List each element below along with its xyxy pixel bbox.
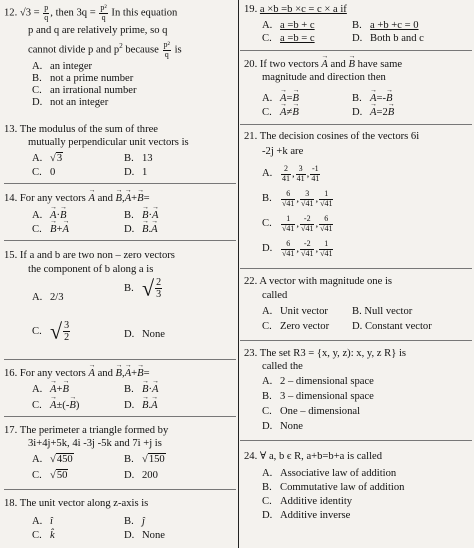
q16-option-b[interactable]: B.→ B·→ A bbox=[124, 384, 159, 396]
question-12-line-1 bbox=[4, 4, 177, 22]
question-21-line-2: -2j +k are bbox=[262, 146, 304, 157]
question-15-line-2: the component of b along a is bbox=[28, 264, 154, 275]
question-23-line-1: 23. The set R3 = {x, y, z): x, y, z R} is bbox=[244, 348, 407, 359]
separator-13 bbox=[4, 183, 236, 184]
q19-option-b[interactable]: B. a +b +c = 0 bbox=[352, 20, 419, 31]
q12-sqrt3: √3 = bbox=[19, 7, 43, 19]
separator-20 bbox=[240, 124, 472, 125]
question-17-line-1: 17. The perimeter a triangle formed by bbox=[4, 425, 169, 436]
q15-option-a[interactable]: A. 2/3 bbox=[32, 292, 64, 303]
question-22-line-1: 22. A vector with magnitude one is bbox=[244, 276, 393, 287]
q12-then: , then 3q = bbox=[50, 7, 99, 19]
q18-option-b[interactable]: B. ĵ bbox=[124, 516, 145, 527]
question-24-line-1: 24. ∀ a, b є R, a+b=b+a is called bbox=[244, 451, 383, 462]
separator-19 bbox=[240, 50, 472, 51]
q22-option-b[interactable]: B. Null vector bbox=[352, 306, 413, 317]
q13-option-b[interactable]: B. 13 bbox=[124, 153, 153, 164]
q17-option-a[interactable]: A. √450 bbox=[32, 454, 73, 465]
q16-option-c[interactable]: C.→ A±(-→ B) bbox=[32, 400, 79, 412]
q21-option-a[interactable]: A. $\frac{2}{41}$ , $\frac{3}{41}$ , $\frac{-1}{41}$ bbox=[262, 164, 320, 183]
q16-option-a[interactable]: A.→ A+→ B bbox=[32, 384, 69, 396]
question-17-line-2: 3i+4j+5k, 4i -3j -5k and 7i +j is bbox=[28, 438, 162, 449]
q24-option-c[interactable]: C. Additive identity bbox=[262, 496, 353, 507]
q13-option-d[interactable]: D. 1 bbox=[124, 167, 148, 178]
q19-option-a[interactable]: A. a =b + c bbox=[262, 20, 315, 31]
question-16-line-1: 16. For any vectors → A and → B,→ A+→ B= bbox=[4, 368, 150, 381]
q15-option-b[interactable]: B. √ $\frac{2}{3}$ bbox=[124, 275, 162, 301]
question-18-line-1: 18. The unit vector along z-axis is bbox=[4, 498, 149, 509]
q14-option-b[interactable]: B.→ B·→ A bbox=[124, 210, 159, 222]
q14-option-d[interactable]: D.→ B.→ A bbox=[124, 224, 158, 236]
q14-option-a[interactable]: A.→ A·→ B bbox=[32, 210, 67, 222]
q12-fraction-p2-q: $\frac{\text{p²}}{q}$ bbox=[100, 3, 107, 22]
question-13-line-2: mutually perpendicular unit vectors is bbox=[28, 137, 189, 148]
question-23-line-2: called the bbox=[262, 361, 303, 372]
q20-option-d[interactable]: D.→ A=2→ B bbox=[352, 107, 394, 119]
q22-option-c[interactable]: C. Zero vector bbox=[262, 321, 330, 332]
question-12-line-3: cannot divide p and $p^2$ because $\frac{\text{p²}}{q}$ is bbox=[28, 40, 182, 59]
q12-option-a[interactable]: A. an integer bbox=[32, 61, 93, 72]
separator-15 bbox=[4, 359, 236, 360]
question-22-line-2: called bbox=[262, 290, 288, 301]
q17-option-c[interactable]: C. √50 bbox=[32, 470, 68, 481]
q23-option-a[interactable]: A. 2 – dimensional space bbox=[262, 376, 374, 387]
separator-14 bbox=[4, 240, 236, 241]
question-14-line-1: 14. For any vectors → A and → B,→ A+→ B= bbox=[4, 193, 150, 206]
separator-22 bbox=[240, 340, 472, 341]
q13-option-a[interactable]: A. √3 bbox=[32, 153, 63, 164]
question-20-line-1: 20. If two vectors → A and → B have same bbox=[244, 59, 402, 72]
question-15-line-1: 15. If a and b are two non – zero vectors bbox=[4, 250, 175, 261]
q23-option-b[interactable]: B. 3 – dimensional space bbox=[262, 391, 374, 402]
q18-option-d[interactable]: D. None bbox=[124, 530, 165, 541]
question-13-line-1: 13. The modulus of the sum of three bbox=[4, 124, 158, 135]
question-20-line-2: magnitude and direction then bbox=[262, 72, 386, 83]
q19-option-d[interactable]: D. Both b and c bbox=[352, 33, 424, 44]
q22-option-d[interactable]: D. Constant vector bbox=[352, 321, 432, 332]
q20-option-b[interactable]: B.→ A=-→ B bbox=[352, 93, 392, 105]
q15-option-d[interactable]: D. None bbox=[124, 329, 165, 340]
q12-option-b[interactable]: B. not a prime number bbox=[32, 73, 134, 84]
q18-option-a[interactable]: A. î bbox=[32, 516, 53, 527]
q20-option-c[interactable]: C.→ A≠→ B bbox=[262, 107, 299, 119]
q17-option-d[interactable]: D. 200 bbox=[124, 470, 158, 481]
q14-option-c[interactable]: C.→ B+→ A bbox=[32, 224, 69, 236]
q12-option-c[interactable]: C. an irrational number bbox=[32, 85, 137, 96]
q21-option-c[interactable]: C. $\frac{1}{√41}$ , $\frac{-2}{√41}$ , $\frac{6}{√41}$ bbox=[262, 214, 333, 233]
q20-option-a[interactable]: A.→ A=→ B bbox=[262, 93, 299, 105]
q22-option-a[interactable]: A. Unit vector bbox=[262, 306, 328, 317]
q23-option-d[interactable]: D. None bbox=[262, 421, 303, 432]
separator-16 bbox=[4, 416, 236, 417]
q24-option-d[interactable]: D. Additive inverse bbox=[262, 510, 351, 521]
q15-option-c[interactable]: C. √ $\frac{3}{2}$ bbox=[32, 318, 70, 344]
q13-option-c[interactable]: C. 0 bbox=[32, 167, 56, 178]
q21-option-d[interactable]: D. $\frac{6}{√41}$ , $\frac{-2}{√41}$ , $\frac{1}{√41}$ bbox=[262, 239, 333, 258]
question-12-line-2: p and q are relatively prime, so q bbox=[28, 25, 168, 36]
q24-option-b[interactable]: B. Commutative law of addition bbox=[262, 482, 405, 493]
q23-option-c[interactable]: C. One – dimensional bbox=[262, 406, 361, 417]
separator-17 bbox=[4, 489, 236, 490]
q12-option-d[interactable]: D. not an integer bbox=[32, 97, 109, 108]
q19-option-c[interactable]: C. a =b = c bbox=[262, 33, 315, 44]
question-21-line-1: 21. The decision cosines of the vectors 6i bbox=[244, 131, 420, 142]
q12-fraction-p-q: $\frac{p}{q}$ bbox=[44, 3, 49, 22]
q17-option-b[interactable]: B. √150 bbox=[124, 454, 165, 465]
separator-21 bbox=[240, 268, 472, 269]
column-divider bbox=[238, 0, 239, 548]
q12-in-this-equation: In this equation bbox=[108, 7, 178, 19]
q12-number: 12. bbox=[4, 7, 18, 19]
q24-option-a[interactable]: A. Associative law of addition bbox=[262, 468, 397, 479]
q16-option-d[interactable]: D.→ B.→ A bbox=[124, 400, 158, 412]
q21-option-b[interactable]: B. $\frac{6}{√41}$ , $\frac{3}{√41}$ , $\frac{1}{√41}$ bbox=[262, 189, 333, 208]
separator-23 bbox=[240, 440, 472, 441]
q12-fraction-p2-q-b: $\frac{\text{p²}}{q}$ bbox=[163, 40, 170, 59]
q18-option-c[interactable]: C. k̂ bbox=[32, 530, 55, 541]
question-19-line-1: 19. a ×b =b ×c = c × a if bbox=[244, 4, 347, 15]
